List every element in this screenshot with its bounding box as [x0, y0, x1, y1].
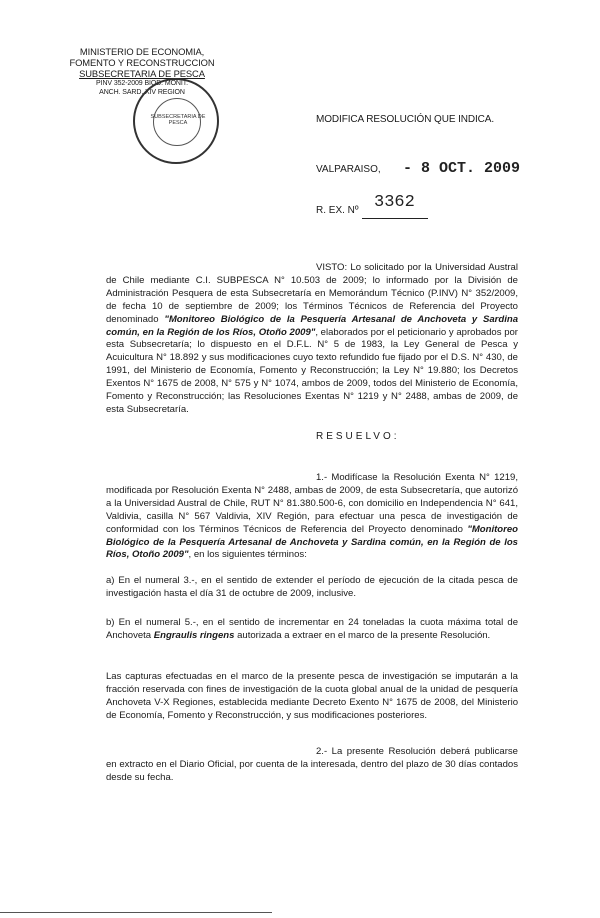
place-label: VALPARAISO,: [316, 164, 381, 175]
ref-line-1: PINV 352-2009 BIOD. MONIT.: [96, 80, 188, 87]
resuelvo-heading: RESUELVO:: [316, 431, 400, 442]
point-2-paragraph: 2.- La presente Resolución deberá publicarse en extracto en el Diario Oficial, por cuenta de la interesada, dentro del plazo de 30 días contados desde su fecha.: [106, 746, 518, 783]
item-b-paragraph: [106, 617, 518, 643]
official-seal-stamp: [133, 78, 219, 164]
page-bottom-line: [0, 912, 272, 913]
ministry-line-1: MINISTERIO DE ECONOMIA,: [79, 46, 205, 57]
visto-text-2: , elaborados por el peticionario y aprobados por esta Subsecretaría; lo dispuesto en el D.F.L. N° 5 de 1983, la Ley General de Pesca y Acuicultura N° 18.892 y sus modificaciones cuyo texto refundido fue fijado por el D.S. N° 430, de 1991, del Ministerio de Economía, Fomento y Reconstrucción; la Ley N° 19.880; los Decretos Exentos N° 1675 de 2008, N° 575 y N° 1074, ambos de 2009, todos del Ministerio de Economía, Fomento y Reconstrucción; las Resoluciones Exentas N° 1219 y N° 2488, ambas de 2009, de esta Subsecretaría.: [106, 326, 518, 415]
item-b-text-1: b) En el numeral 5.-, en el sentido de incrementar en 24 toneladas la cuota máxima total de Anchoveta: [106, 617, 518, 641]
capturas-paragraph: Las capturas efectuadas en el marco de la presente pesca de investigación se imputarán a la fracción reservada con fines de investigación de la cuota global anual de la unidad de pesquería Anchoveta V-X Regiones, establecida mediante Decreto Exento N° 1675 de 2008, del Ministerio de Economía, Fomento y Reconstrucción, y sus modificaciones posteriores.: [106, 671, 518, 721]
item-b-text-2: autorizada a extraer en el marco de la presente Resolución.: [234, 629, 491, 641]
visto-project-title: "Monitoreo Biológico de la Pesquería Artesanal de Anchoveta y Sardina común, en la Región de los Ríos, Otoño 2009": [106, 313, 519, 338]
rex-label: R. EX. Nº: [316, 205, 359, 216]
point-1-text-1: 1.- Modifícase la Resolución Exenta N° 1219, modificada por Resolución Exenta N° 2488, ambas de 2009, de esta Subsecretaría, que autorizó a la Universidad Austral de Chile, RUT N° 81.380.500-6, con domicilio en Independencia N° 641, Valdivia, casilla N° 567 Valdivia, XIV Región, para efectuar una pesca de investigación de conformidad con los Términos Técnicos de Referencia del Proyecto denominado: [106, 472, 518, 535]
visto-paragraph: [106, 262, 518, 417]
rex-underline: [362, 218, 428, 219]
point-1-paragraph: [106, 472, 518, 562]
document-subject: MODIFICA RESOLUCIÓN QUE INDICA.: [316, 114, 495, 125]
subsecretaria-line: SUBSECRETARIA DE PESCA: [79, 68, 205, 79]
point-1-project-title: "Monitoreo Biológico de la Pesquería Artesanal de Anchoveta y Sardina común, en la Región de los Ríos, Otoño 2009": [106, 523, 518, 561]
seal-text: SUBSECRETARIA DE PESCA: [150, 114, 206, 126]
item-a-paragraph: a) En el numeral 3.-, en el sentido de extender el período de ejecución de la citada pesca de investigación hasta el día 31 de octubre de 2009, inclusive.: [106, 575, 518, 599]
ministry-line-2: FOMENTO Y RECONSTRUCCION: [69, 57, 215, 68]
item-b-species: Engraulis ringens: [153, 629, 235, 641]
point-1-text-2: , en los siguientes términos:: [188, 549, 307, 561]
ref-line-2: ANCH. SARD. XIV REGION: [99, 89, 185, 96]
visto-text-1: VISTO: Lo solicitado por la Universidad Austral de Chile mediante C.I. SUBPESCA N° 10.503 de 2009; lo informado por la División de Administración Pesquera de esta Subsecretaría en Memorándum Técnico (P.INV) N° 352/2009, de fecha 10 de septiembre de 2009; los Términos Técnicos de Referencia del Proyecto denominado: [106, 262, 518, 325]
date-stamp: - 8 OCT. 2009: [403, 160, 521, 177]
rex-number: 3362: [374, 193, 415, 212]
